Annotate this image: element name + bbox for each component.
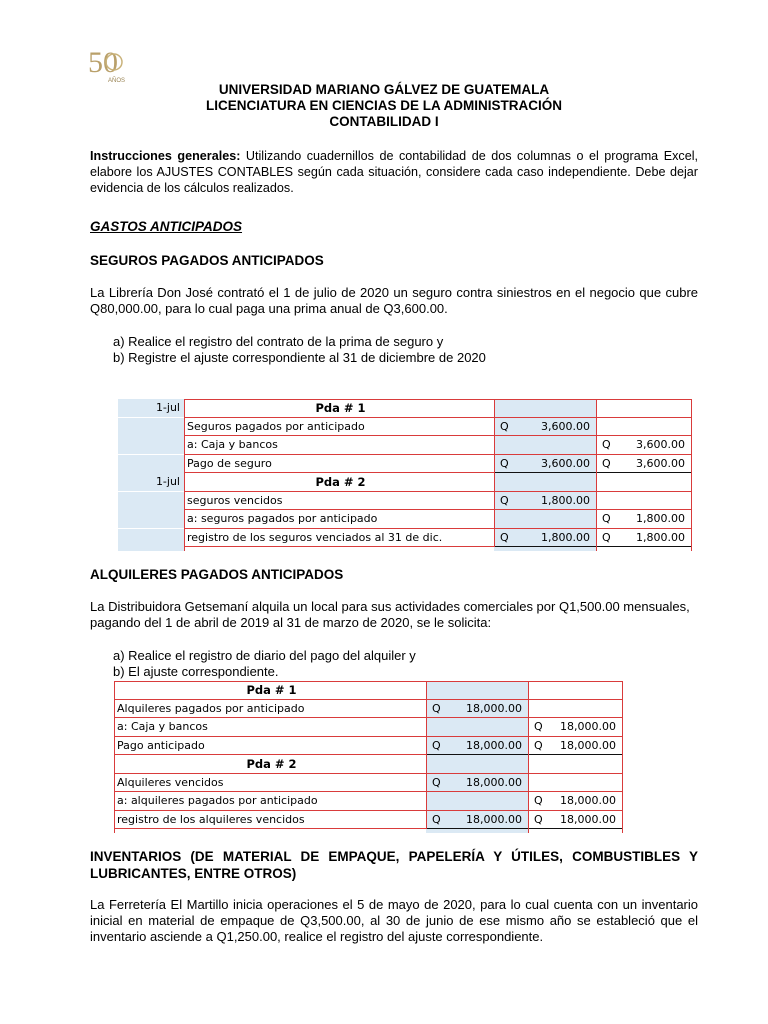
- credit-currency: Q: [602, 512, 611, 525]
- credit-currency: [528, 755, 552, 773]
- debit-amount: 18,000.00: [450, 700, 528, 718]
- shade-overflow: [494, 547, 596, 551]
- section-title: GASTOS ANTICIPADOS: [90, 219, 243, 234]
- debit-amount: [518, 436, 596, 454]
- account-cell: Seguros pagados por anticipado: [187, 419, 365, 433]
- date-cell: [118, 529, 184, 547]
- credit-amount: [552, 774, 622, 792]
- date-cell: 1-jul: [118, 399, 184, 417]
- entry-heading: Pda # 1: [315, 401, 366, 415]
- debit-amount: 18,000.00: [450, 774, 528, 792]
- debit-amount: [518, 399, 596, 417]
- credit-currency: Q: [534, 794, 543, 807]
- debit-currency: [494, 510, 518, 528]
- credit-currency: [596, 473, 620, 491]
- debit-amount: 18,000.00: [450, 737, 528, 755]
- logo-number: 50: [88, 46, 118, 79]
- account-cell: a: seguros pagados por anticipado: [187, 512, 378, 525]
- entry-heading: Pda # 2: [315, 475, 366, 489]
- debit-currency: [426, 718, 450, 736]
- instructions-text: Utilizando cuadernillos de contabilidad de dos columnas o el programa Excel, elabore los AJUSTES CONTABLES según cada situación, considere cada caso independiente. Debe dejar evidencia de los cálculos realizados.: [90, 149, 698, 195]
- account-cell: a: Caja y bancos: [117, 720, 208, 733]
- shade-overflow: [118, 547, 184, 551]
- date-cell: [118, 455, 184, 473]
- credit-currency: Q: [534, 720, 543, 733]
- debit-amount: 1,800.00: [518, 529, 596, 547]
- seguros-item-a: a) Realice el registro del contrato de la prima de seguro y: [113, 334, 444, 349]
- date-cell: [118, 436, 184, 454]
- entry-heading: Pda # 1: [246, 683, 297, 697]
- date-cell: [118, 418, 184, 436]
- shade-overflow: [426, 829, 528, 833]
- alquileres-item-b: b) El ajuste correspondiente.: [113, 664, 279, 679]
- debit-currency: Q: [426, 774, 450, 792]
- date-cell: 1-jul: [118, 473, 184, 491]
- credit-amount: 3,600.00: [636, 438, 685, 451]
- credit-currency: Q: [534, 812, 543, 826]
- seguros-title: SEGUROS PAGADOS ANTICIPADOS: [90, 253, 324, 268]
- debit-amount: 1,800.00: [518, 492, 596, 510]
- header-course: CONTABILIDAD I: [329, 114, 439, 129]
- seguros-instructions: [113, 334, 486, 366]
- credit-currency: Q: [602, 530, 611, 544]
- header-program: LICENCIATURA EN CIENCIAS DE LA ADMINISTRACIÓN: [206, 98, 562, 113]
- inventarios-title: INVENTARIOS (DE MATERIAL DE EMPAQUE, PAPELERÍA Y ÚTILES, COMBUSTIBLES Y LUBRICANTES, ENTRE OTROS): [90, 849, 698, 881]
- document-header: [0, 82, 768, 130]
- alquileres-item-a: a) Realice el registro de diario del pago del alquiler y: [113, 648, 416, 663]
- debit-currency: Q: [494, 455, 518, 473]
- credit-currency: Q: [602, 456, 611, 470]
- account-cell: Alquileres pagados por anticipado: [117, 701, 305, 715]
- date-cell: [118, 492, 184, 510]
- debit-currency: [494, 473, 518, 491]
- column-divider: [622, 681, 623, 833]
- table-top-border: [184, 399, 691, 400]
- debit-amount: [518, 473, 596, 491]
- inventarios-text: La Ferretería El Martillo inicia operaciones el 5 de mayo de 2020, para lo cual cuenta con un inventario inicial en material de empaque de Q3,500.00, al 30 de junio de ese mismo año se estableció que el inventario asciende a Q1,250.00, realice el registro del ajuste correspondiente.: [90, 897, 698, 944]
- credit-amount: [552, 755, 622, 773]
- debit-currency: [494, 399, 518, 417]
- credit-amount: 1,800.00: [636, 512, 685, 525]
- credit-currency: [528, 700, 552, 718]
- credit-currency: Q: [602, 438, 611, 451]
- account-cell: Pago de seguro: [187, 456, 272, 470]
- debit-amount: [518, 510, 596, 528]
- column-divider: [528, 681, 529, 833]
- account-cell: Pago anticipado: [117, 738, 205, 752]
- instructions-paragraph: [90, 148, 698, 196]
- credit-amount: [552, 700, 622, 718]
- credit-amount: 18,000.00: [560, 720, 616, 733]
- debit-currency: [426, 755, 450, 773]
- debit-currency: Q: [426, 700, 450, 718]
- column-divider: [184, 399, 185, 551]
- column-divider: [114, 681, 115, 833]
- debit-amount: 3,600.00: [518, 418, 596, 436]
- credit-amount: [620, 473, 691, 491]
- debit-amount: [450, 755, 528, 773]
- credit-currency: [596, 418, 620, 436]
- instructions-label: Instrucciones generales:: [90, 149, 241, 163]
- column-divider: [596, 399, 597, 551]
- credit-amount: [620, 418, 691, 436]
- credit-currency: [528, 681, 552, 699]
- credit-amount: 18,000.00: [560, 794, 616, 807]
- debit-amount: 18,000.00: [450, 811, 528, 829]
- header-university: UNIVERSIDAD MARIANO GÁLVEZ DE GUATEMALA: [218, 82, 550, 97]
- credit-currency: Q: [534, 738, 543, 752]
- debit-amount: 3,600.00: [518, 455, 596, 473]
- account-cell: a: alquileres pagados por anticipado: [117, 794, 318, 807]
- credit-amount: 3,600.00: [636, 456, 685, 470]
- account-cell: Alquileres vencidos: [117, 775, 224, 789]
- alquileres-journal-table: [114, 681, 624, 831]
- credit-amount: [552, 681, 622, 699]
- table-top-border: [114, 681, 622, 682]
- account-cell: a: Caja y bancos: [187, 438, 278, 451]
- seguros-item-b: b) Registre el ajuste correspondiente al 31 de diciembre de 2020: [113, 350, 486, 365]
- column-divider: [494, 399, 495, 551]
- debit-currency: [494, 436, 518, 454]
- debit-currency: Q: [426, 737, 450, 755]
- alquileres-title: ALQUILERES PAGADOS ANTICIPADOS: [90, 567, 344, 582]
- column-divider: [426, 681, 427, 833]
- credit-amount: [620, 492, 691, 510]
- seguros-text: La Librería Don José contrató el 1 de julio de 2020 un seguro contra siniestros en el negocio que cubre Q80,000.00, para lo cual paga una prima anual de Q3,600.00.: [90, 285, 698, 316]
- entry-heading: Pda # 2: [246, 757, 297, 771]
- alquileres-text: La Distribuidora Getsemaní alquila un local para sus actividades comerciales por Q1,500.00 mensuales, pagando del 1 de abril de 2019 al 31 de marzo de 2020, se le solicita:: [90, 599, 690, 630]
- debit-amount: [450, 681, 528, 699]
- credit-currency: [596, 399, 620, 417]
- debit-currency: Q: [494, 418, 518, 436]
- credit-currency: [528, 774, 552, 792]
- credit-amount: [620, 399, 691, 417]
- date-cell: [118, 510, 184, 528]
- debit-currency: [426, 681, 450, 699]
- debit-currency: Q: [494, 529, 518, 547]
- debit-currency: Q: [426, 811, 450, 829]
- credit-currency: [596, 492, 620, 510]
- credit-amount: 18,000.00: [560, 738, 616, 752]
- debit-currency: Q: [494, 492, 518, 510]
- credit-amount: 1,800.00: [636, 530, 685, 544]
- debit-amount: [450, 718, 528, 736]
- debit-currency: [426, 792, 450, 810]
- account-cell: registro de los alquileres vencidos: [117, 812, 305, 826]
- debit-amount: [450, 792, 528, 810]
- account-cell: registro de los seguros venciados al 31 de dic.: [187, 530, 443, 544]
- account-cell: seguros vencidos: [187, 493, 283, 507]
- logo-caption: AÑOS: [108, 78, 126, 84]
- column-divider: [691, 399, 692, 551]
- seguros-journal-table: [118, 399, 698, 551]
- alquileres-instructions: [113, 648, 416, 680]
- credit-amount: 18,000.00: [560, 812, 616, 826]
